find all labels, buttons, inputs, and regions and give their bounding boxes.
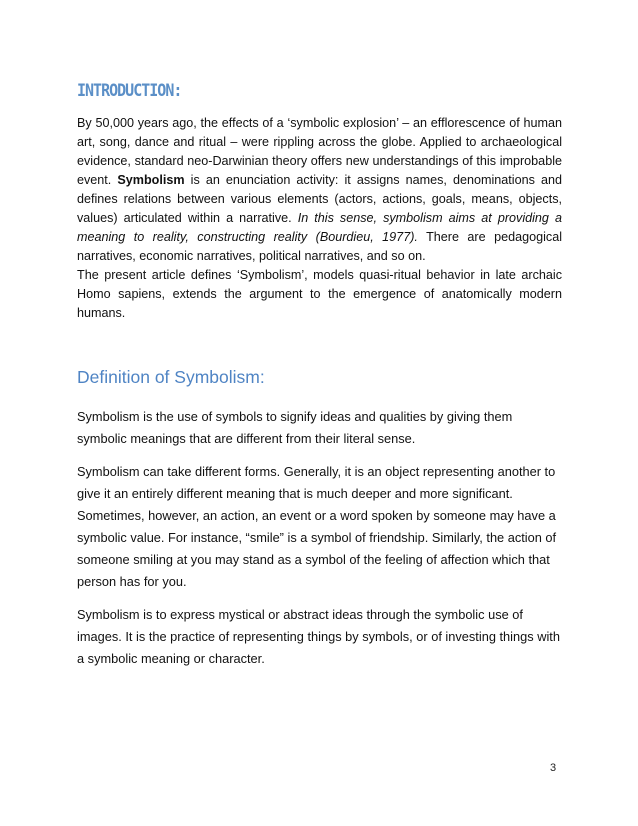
- intro-text-b: is an enunciation activity: it assigns names, denominations and defines relations between various elements (actors, actions, goals, means, objects, values) articulated within a narrative.: [77, 173, 562, 225]
- definition-paragraph: Symbolism is the use of symbols to signify ideas and qualities by giving them symbolic meanings that are different from their literal sense.: [77, 409, 513, 446]
- intro-italic-citation: In this sense, symbolism aims at providing a meaning to reality, constructing reality (Bourdieu, 1977).: [77, 211, 562, 244]
- introduction-paragraph-2: The present article defines ‘Symbolism’, models quasi-ritual behavior in late archaic Homo sapiens, extends the argument to the emergence of anatomically modern humans.: [77, 268, 562, 320]
- definition-section: [77, 406, 562, 681]
- intro-text-a: By 50,000 years ago, the effects of a ‘symbolic explosion’ – an efflorescence of human art, song, dance and ritual – were rippling across the globe. Applied to archaeological evidence, standard neo-Darwinian theory offers new understandings of this improbable event.: [77, 116, 562, 187]
- intro-text-c: There are pedagogical narratives, economic narratives, political narratives, and so on.: [77, 230, 562, 263]
- definition-heading: Definition of Symbolism:: [77, 367, 265, 387]
- introduction-heading: INTRODUCTION:: [77, 80, 182, 101]
- intro-bold-symbolism: Symbolism: [117, 173, 185, 187]
- definition-paragraph: Symbolism is to express mystical or abstract ideas through the symbolic use of images. It is the practice of representing things by symbols, or of investing things with a symbolic meaning or character.: [77, 607, 560, 666]
- introduction-paragraph-1: [77, 114, 562, 266]
- introduction-section: [77, 114, 562, 323]
- page-number: 3: [550, 762, 557, 774]
- definition-paragraph: Symbolism can take different forms. Generally, it is an object representing another to give it an entirely different meaning that is much deeper and more significant. Sometimes, however, an action, an event or a word spoken by someone may have a symbolic value. For instance, “smile” is a symbol of friendship. Similarly, the action of someone smiling at you may stand as a symbol of the feeling of affection which that person has for you.: [77, 464, 557, 589]
